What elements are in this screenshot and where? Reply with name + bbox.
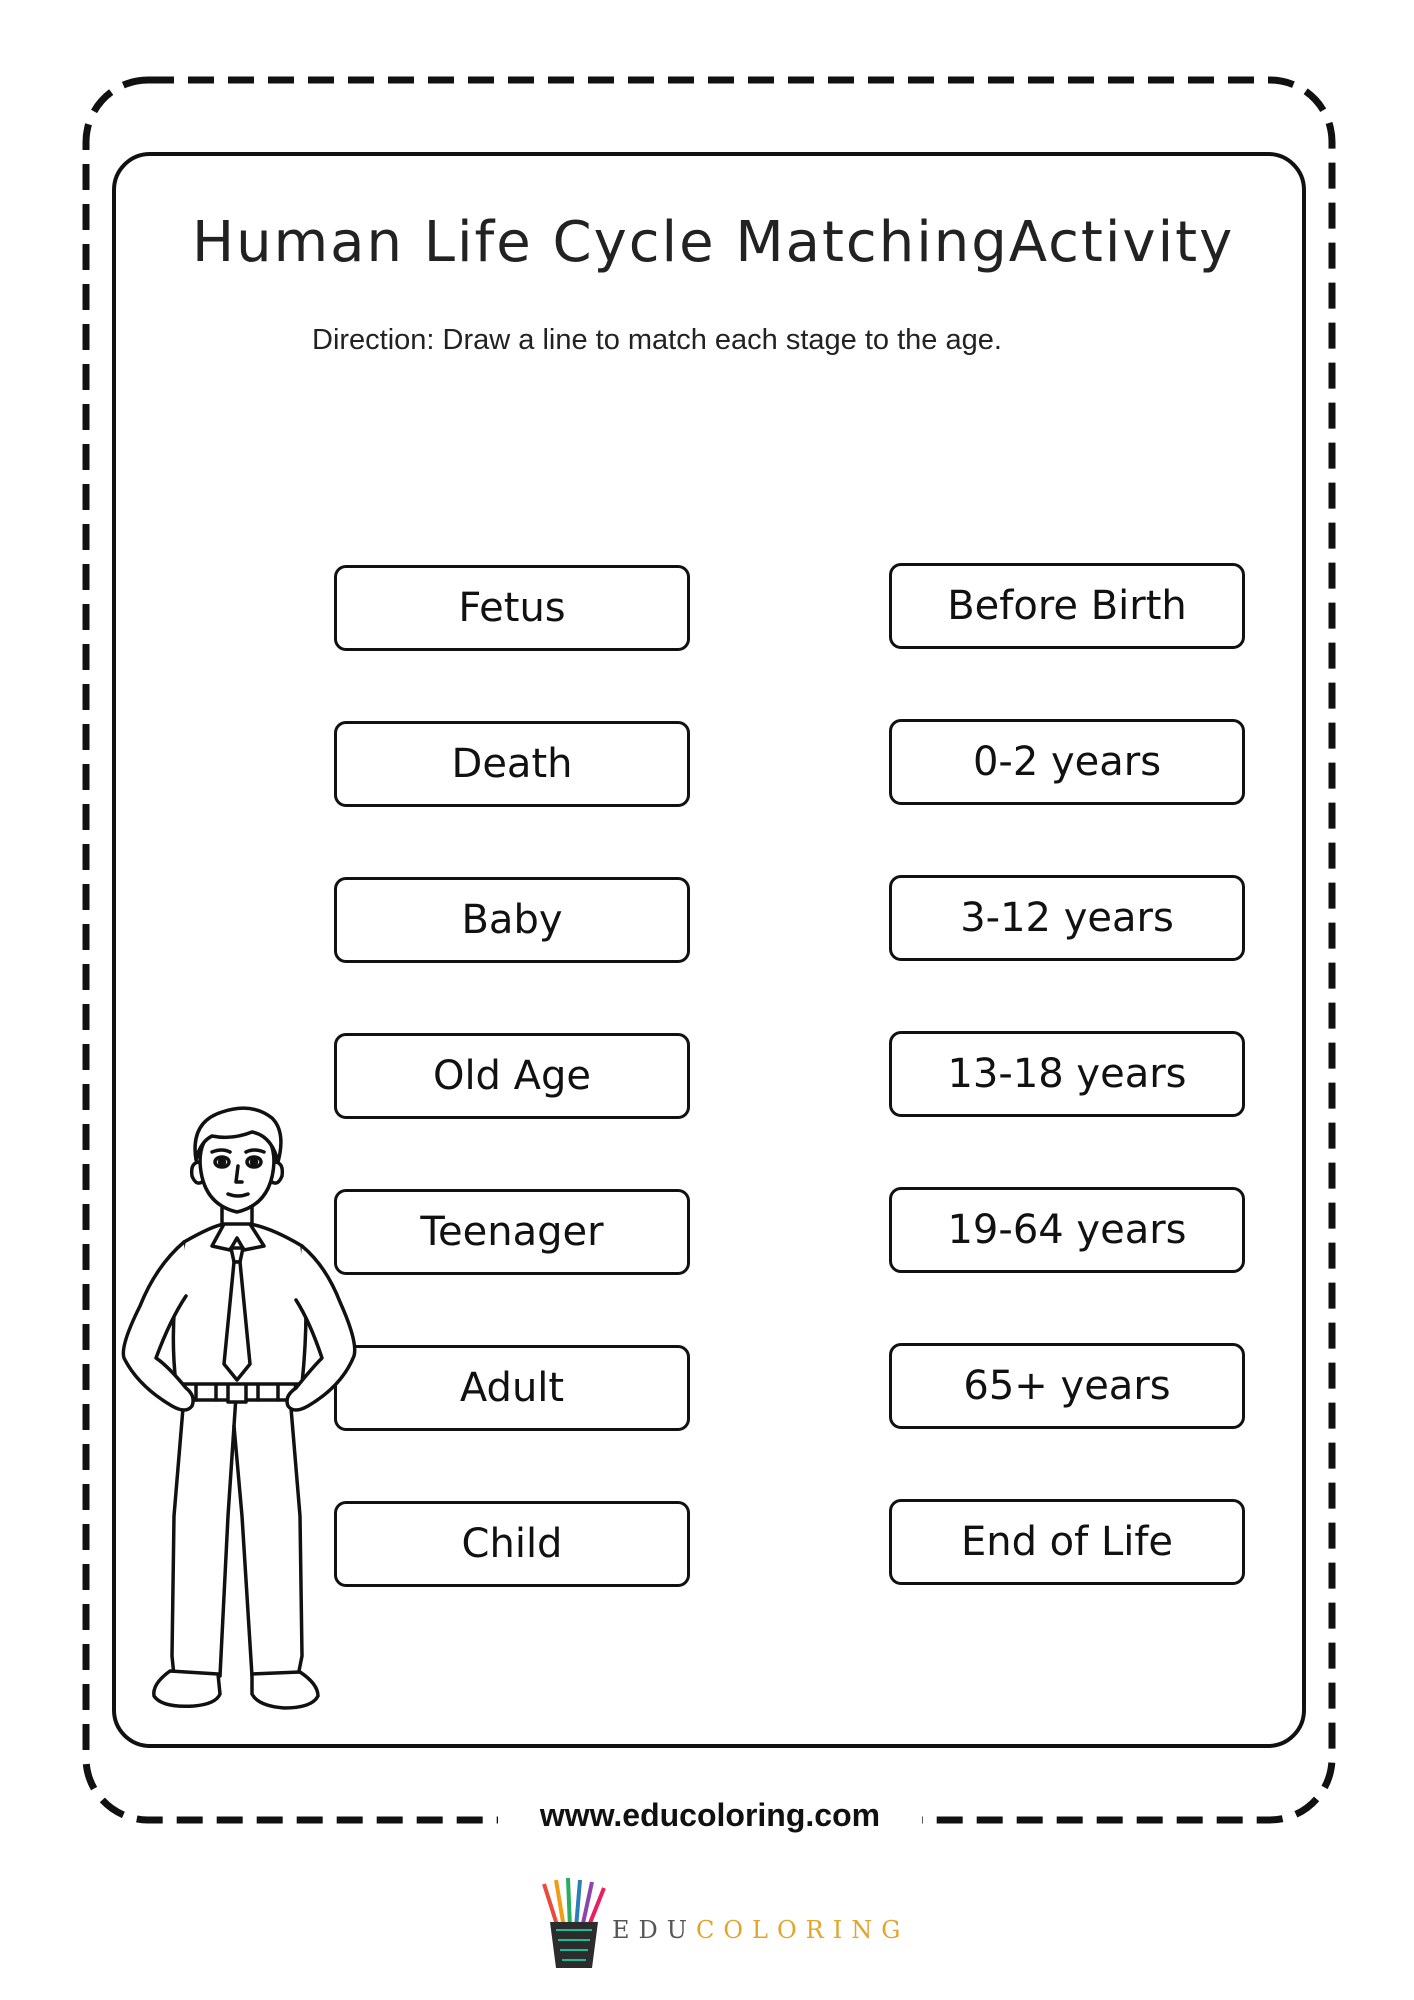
age-box[interactable]: End of Life <box>889 1499 1245 1585</box>
age-box[interactable]: 13-18 years <box>889 1031 1245 1117</box>
age-box[interactable]: 19-64 years <box>889 1187 1245 1273</box>
stage-box[interactable]: Fetus <box>334 565 690 651</box>
standing-man-illustration <box>112 1096 362 1726</box>
stage-box[interactable]: Child <box>334 1501 690 1587</box>
footer-url[interactable]: www.educoloring.com <box>539 1797 881 1833</box>
stage-box[interactable]: Adult <box>334 1345 690 1431</box>
page-title: Human Life Cycle MatchingActivity <box>192 210 1235 275</box>
brand-part-edu: EDU <box>612 1916 696 1944</box>
stage-box[interactable]: Old Age <box>334 1033 690 1119</box>
age-box[interactable]: 3-12 years <box>889 875 1245 961</box>
age-box[interactable]: 65+ years <box>889 1343 1245 1429</box>
age-box[interactable]: 0-2 years <box>889 719 1245 805</box>
pencil-cup-icon <box>536 1878 616 1970</box>
brand-name <box>612 1916 909 1944</box>
stage-box[interactable]: Teenager <box>334 1189 690 1275</box>
stage-box[interactable]: Baby <box>334 877 690 963</box>
brand-part-coloring: COLORING <box>696 1916 910 1944</box>
stage-box[interactable]: Death <box>334 721 690 807</box>
age-box[interactable]: Before Birth <box>889 563 1245 649</box>
direction-text: Direction: Draw a line to match each stage to the age. <box>312 324 1002 356</box>
